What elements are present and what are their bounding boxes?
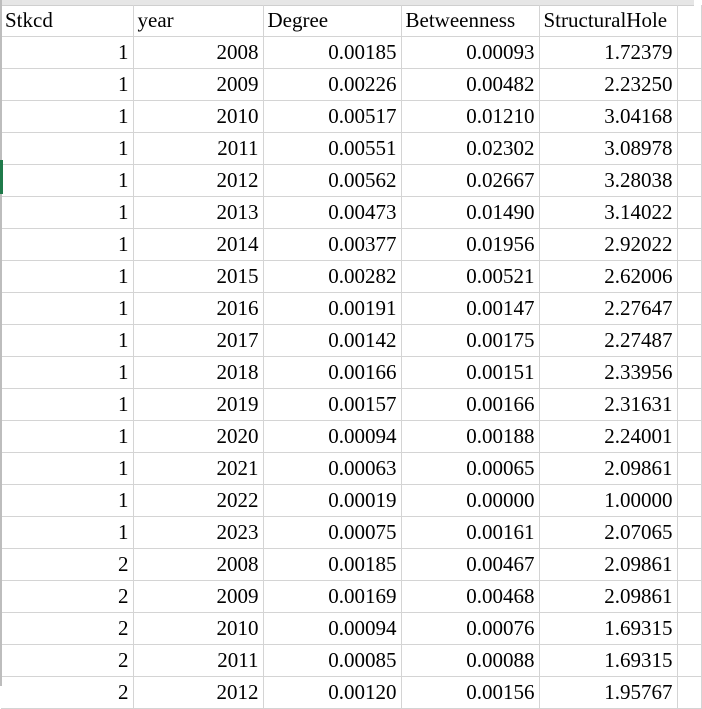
cell-betweenness[interactable]: 0.00467 <box>401 549 539 581</box>
cell-structural-hole[interactable]: 3.08978 <box>539 133 677 165</box>
cell-degree[interactable]: 0.00094 <box>263 613 401 645</box>
cell-betweenness[interactable]: 0.00161 <box>401 517 539 549</box>
table-row <box>1 421 701 453</box>
table-row <box>1 581 701 613</box>
cell-structural-hole[interactable]: 1.00000 <box>539 485 677 517</box>
cell-year[interactable]: 2011 <box>133 645 263 677</box>
cell-structural-hole[interactable]: 3.28038 <box>539 165 677 197</box>
cell-betweenness[interactable]: 0.00468 <box>401 581 539 613</box>
table-row <box>1 357 701 389</box>
cell-year[interactable]: 2014 <box>133 229 263 261</box>
cell-empty[interactable] <box>677 485 701 517</box>
cell-degree[interactable]: 0.00185 <box>263 549 401 581</box>
cell-stkcd[interactable]: 1 <box>1 485 133 517</box>
cell-betweenness[interactable]: 0.02667 <box>401 165 539 197</box>
cell-degree[interactable]: 0.00085 <box>263 645 401 677</box>
cell-stkcd[interactable]: 1 <box>1 389 133 421</box>
cell-degree[interactable]: 0.00377 <box>263 229 401 261</box>
cell-degree[interactable]: 0.00226 <box>263 69 401 101</box>
cell-empty[interactable] <box>677 389 701 421</box>
cell-structural-hole[interactable]: 1.69315 <box>539 645 677 677</box>
cell-betweenness[interactable]: 0.00000 <box>401 485 539 517</box>
cell-year[interactable]: 2008 <box>133 37 263 69</box>
cell-degree[interactable]: 0.00063 <box>263 453 401 485</box>
cell-betweenness[interactable]: 0.00521 <box>401 261 539 293</box>
cell-betweenness[interactable]: 0.00088 <box>401 645 539 677</box>
cell-stkcd[interactable]: 1 <box>1 165 133 197</box>
cell-structural-hole[interactable]: 2.07065 <box>539 517 677 549</box>
data-table <box>1 5 702 709</box>
cell-empty[interactable] <box>677 101 701 133</box>
cell-stkcd[interactable]: 2 <box>1 549 133 581</box>
cell-empty[interactable] <box>677 325 701 357</box>
table-row <box>1 133 701 165</box>
cell-betweenness[interactable]: 0.02302 <box>401 133 539 165</box>
table-row <box>1 517 701 549</box>
cell-degree[interactable]: 0.00562 <box>263 165 401 197</box>
table-row <box>1 229 701 261</box>
table-row <box>1 453 701 485</box>
cell-degree[interactable]: 0.00191 <box>263 293 401 325</box>
cell-year[interactable]: 2016 <box>133 293 263 325</box>
cell-stkcd[interactable]: 1 <box>1 37 133 69</box>
cell-betweenness[interactable]: 0.01490 <box>401 197 539 229</box>
cell-betweenness[interactable]: 0.00093 <box>401 37 539 69</box>
cell-year[interactable]: 2022 <box>133 485 263 517</box>
cell-degree[interactable]: 0.00551 <box>263 133 401 165</box>
table-row <box>1 389 701 421</box>
cell-structural-hole[interactable]: 3.14022 <box>539 197 677 229</box>
selected-row-marker <box>0 160 3 194</box>
table-row <box>1 69 701 101</box>
cell-betweenness[interactable]: 0.00156 <box>401 677 539 709</box>
cell-empty[interactable] <box>677 261 701 293</box>
cell-year[interactable]: 2011 <box>133 133 263 165</box>
cell-empty[interactable] <box>677 453 701 485</box>
cell-betweenness[interactable]: 0.00166 <box>401 389 539 421</box>
cell-degree[interactable]: 0.00142 <box>263 325 401 357</box>
column-header-1[interactable]: Stkcd <box>1 5 133 37</box>
cell-empty[interactable] <box>677 69 701 101</box>
cell-stkcd[interactable]: 1 <box>1 101 133 133</box>
cell-degree[interactable]: 0.00166 <box>263 357 401 389</box>
cell-year[interactable]: 2012 <box>133 165 263 197</box>
cell-degree[interactable]: 0.00094 <box>263 421 401 453</box>
header-row <box>1 5 701 37</box>
table-row <box>1 165 701 197</box>
cell-betweenness[interactable]: 0.00151 <box>401 357 539 389</box>
cell-stkcd[interactable]: 2 <box>1 677 133 709</box>
cell-stkcd[interactable]: 1 <box>1 133 133 165</box>
cell-empty[interactable] <box>677 549 701 581</box>
cell-year[interactable]: 2013 <box>133 197 263 229</box>
table-row <box>1 677 701 709</box>
cell-degree[interactable]: 0.00473 <box>263 197 401 229</box>
cell-betweenness[interactable]: 0.00147 <box>401 293 539 325</box>
cell-empty[interactable] <box>677 133 701 165</box>
cell-degree[interactable]: 0.00517 <box>263 101 401 133</box>
cell-empty[interactable] <box>677 357 701 389</box>
cell-structural-hole[interactable]: 2.33956 <box>539 357 677 389</box>
column-header-4[interactable]: Betweenness <box>401 5 539 37</box>
cell-degree[interactable]: 0.00185 <box>263 37 401 69</box>
cell-structural-hole[interactable]: 2.27487 <box>539 325 677 357</box>
row-header-edge <box>0 0 2 686</box>
table-row <box>1 549 701 581</box>
cell-degree[interactable]: 0.00169 <box>263 581 401 613</box>
cell-year[interactable]: 2008 <box>133 549 263 581</box>
cell-stkcd[interactable]: 1 <box>1 357 133 389</box>
cell-empty[interactable] <box>677 197 701 229</box>
cell-empty[interactable] <box>677 293 701 325</box>
cell-stkcd[interactable]: 1 <box>1 325 133 357</box>
cell-empty[interactable] <box>677 229 701 261</box>
cell-structural-hole[interactable]: 2.62006 <box>539 261 677 293</box>
column-header-3[interactable]: Degree <box>263 5 401 37</box>
table-row <box>1 37 701 69</box>
table-row <box>1 613 701 645</box>
cell-betweenness[interactable]: 0.00065 <box>401 453 539 485</box>
cell-structural-hole[interactable]: 2.09861 <box>539 581 677 613</box>
cell-betweenness[interactable]: 0.00175 <box>401 325 539 357</box>
cell-year[interactable]: 2021 <box>133 453 263 485</box>
column-header-2[interactable]: year <box>133 5 263 37</box>
cell-degree[interactable]: 0.00120 <box>263 677 401 709</box>
cell-year[interactable]: 2019 <box>133 389 263 421</box>
cell-stkcd[interactable]: 1 <box>1 229 133 261</box>
cell-empty[interactable] <box>677 581 701 613</box>
cell-structural-hole[interactable]: 2.27647 <box>539 293 677 325</box>
cell-degree[interactable]: 0.00075 <box>263 517 401 549</box>
cell-stkcd[interactable]: 2 <box>1 581 133 613</box>
cell-year[interactable]: 2017 <box>133 325 263 357</box>
cell-year[interactable]: 2015 <box>133 261 263 293</box>
cell-structural-hole[interactable]: 1.95767 <box>539 677 677 709</box>
cell-stkcd[interactable]: 1 <box>1 421 133 453</box>
table-row <box>1 325 701 357</box>
cell-year[interactable]: 2009 <box>133 69 263 101</box>
cell-stkcd[interactable]: 1 <box>1 293 133 325</box>
cell-structural-hole[interactable]: 3.04168 <box>539 101 677 133</box>
table-row <box>1 645 701 677</box>
cell-structural-hole[interactable]: 2.09861 <box>539 549 677 581</box>
cell-stkcd[interactable]: 1 <box>1 261 133 293</box>
table-row <box>1 293 701 325</box>
table-row <box>1 261 701 293</box>
cell-degree[interactable]: 0.00282 <box>263 261 401 293</box>
cell-empty[interactable] <box>677 517 701 549</box>
cell-betweenness[interactable]: 0.00076 <box>401 613 539 645</box>
cell-structural-hole[interactable]: 2.23250 <box>539 69 677 101</box>
cell-stkcd[interactable]: 1 <box>1 69 133 101</box>
cell-year[interactable]: 2010 <box>133 613 263 645</box>
cell-structural-hole[interactable]: 2.31631 <box>539 389 677 421</box>
cell-year[interactable]: 2020 <box>133 421 263 453</box>
cell-year[interactable]: 2012 <box>133 677 263 709</box>
cell-year[interactable]: 2023 <box>133 517 263 549</box>
cell-betweenness[interactable]: 0.00482 <box>401 69 539 101</box>
cell-stkcd[interactable]: 2 <box>1 613 133 645</box>
table-row <box>1 197 701 229</box>
cell-degree[interactable]: 0.00157 <box>263 389 401 421</box>
cell-betweenness[interactable]: 0.00188 <box>401 421 539 453</box>
cell-stkcd[interactable]: 1 <box>1 197 133 229</box>
cell-empty[interactable] <box>677 37 701 69</box>
cell-betweenness[interactable]: 0.01956 <box>401 229 539 261</box>
cell-structural-hole[interactable]: 2.09861 <box>539 453 677 485</box>
cell-empty[interactable] <box>677 421 701 453</box>
column-header-6[interactable] <box>677 5 701 37</box>
cell-structural-hole[interactable]: 2.24001 <box>539 421 677 453</box>
cell-structural-hole[interactable]: 2.92022 <box>539 229 677 261</box>
cell-empty[interactable] <box>677 613 701 645</box>
cell-structural-hole[interactable]: 1.69315 <box>539 613 677 645</box>
column-header-5[interactable]: StructuralHole <box>539 5 677 37</box>
cell-year[interactable]: 2018 <box>133 357 263 389</box>
cell-stkcd[interactable]: 1 <box>1 517 133 549</box>
cell-betweenness[interactable]: 0.01210 <box>401 101 539 133</box>
cell-structural-hole[interactable]: 1.72379 <box>539 37 677 69</box>
cell-degree[interactable]: 0.00019 <box>263 485 401 517</box>
cell-year[interactable]: 2009 <box>133 581 263 613</box>
cell-empty[interactable] <box>677 165 701 197</box>
cell-empty[interactable] <box>677 677 701 709</box>
table-row <box>1 101 701 133</box>
cell-empty[interactable] <box>677 645 701 677</box>
cell-year[interactable]: 2010 <box>133 101 263 133</box>
cell-stkcd[interactable]: 1 <box>1 453 133 485</box>
cell-stkcd[interactable]: 2 <box>1 645 133 677</box>
table-row <box>1 485 701 517</box>
